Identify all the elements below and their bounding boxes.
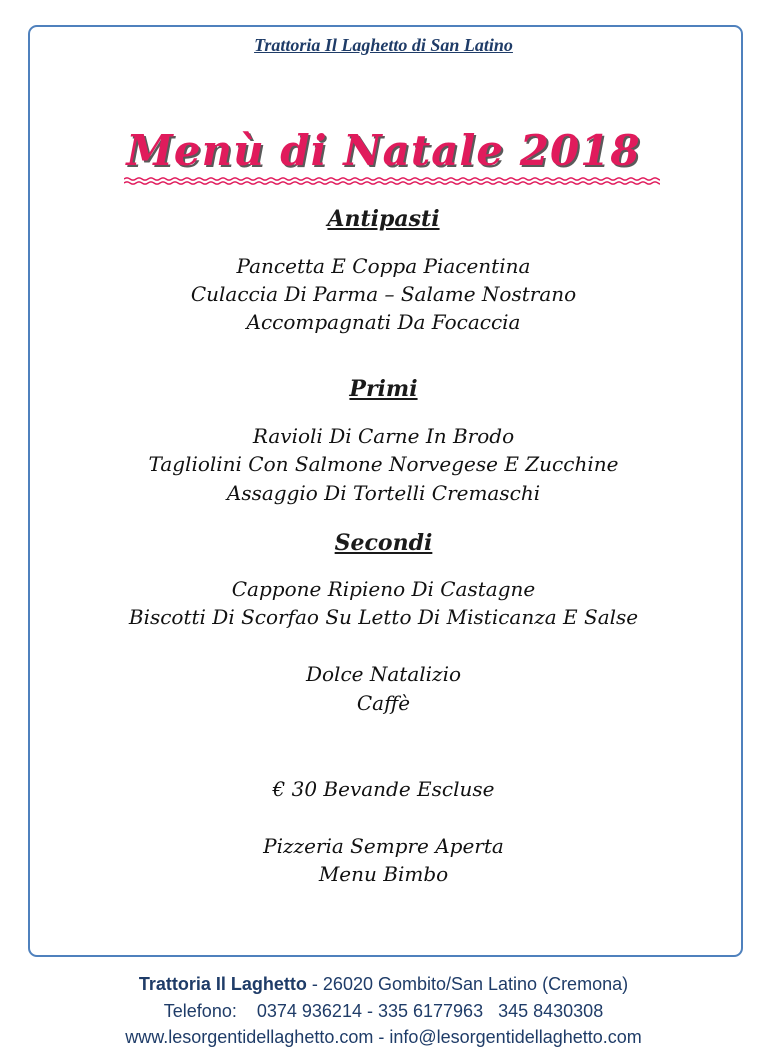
menu-item: Tagliolini Con Salmone Norvegese E Zucchine <box>148 452 619 476</box>
footer-phone: 345 8430308 <box>498 1001 604 1021</box>
menu-item: Cappone Ripieno Di Castagne <box>231 577 536 601</box>
coffee-item: Caffè <box>356 691 411 715</box>
footer-address: - 26020 Gombito/San Latino (Cremona) <box>306 974 629 994</box>
section-title-secondi: Secondi <box>334 530 433 556</box>
menu-item: Accompagnati Da Focaccia <box>246 310 521 334</box>
kids-menu-text: Menu Bimbo <box>318 862 449 886</box>
footer-phone: 335 6177963 <box>377 1001 484 1021</box>
menu-title: Menù di Natale 2018 <box>126 126 641 175</box>
title-wave-decoration <box>124 175 660 187</box>
footer-web-contact: www.lesorgentidellaghetto.com - info@lesorgentidellaghetto.com <box>125 1027 642 1047</box>
menu-item: Culaccia Di Parma – Salame Nostrano <box>190 282 577 306</box>
section-title-antipasti: Antipasti <box>327 206 440 232</box>
restaurant-header: Trattoria Il Laghetto di San Latino <box>254 35 513 55</box>
pizzeria-text: Pizzeria Sempre Aperta <box>263 834 504 858</box>
price-text: € 30 Bevande Escluse <box>272 777 495 801</box>
dessert-item: Dolce Natalizio <box>305 662 462 686</box>
footer-phone: 0374 936214 <box>256 1001 362 1021</box>
menu-item: Ravioli Di Carne In Brodo <box>252 424 515 448</box>
footer-phone-line: Telefono: 0374 936214 - 335 6177963 345 8430308 <box>163 1001 604 1021</box>
menu-item: Assaggio Di Tortelli Cremaschi <box>226 481 541 505</box>
footer-address-line <box>0 974 767 995</box>
menu-item: Pancetta E Coppa Piacentina <box>236 254 531 278</box>
footer-phone-label: Telefono: <box>163 1001 237 1021</box>
section-title-primi: Primi <box>349 376 418 402</box>
menu-item: Biscotti Di Scorfao Su Letto Di Misticanza E Salse <box>128 605 639 629</box>
footer-name: Trattoria Il Laghetto <box>138 974 307 994</box>
